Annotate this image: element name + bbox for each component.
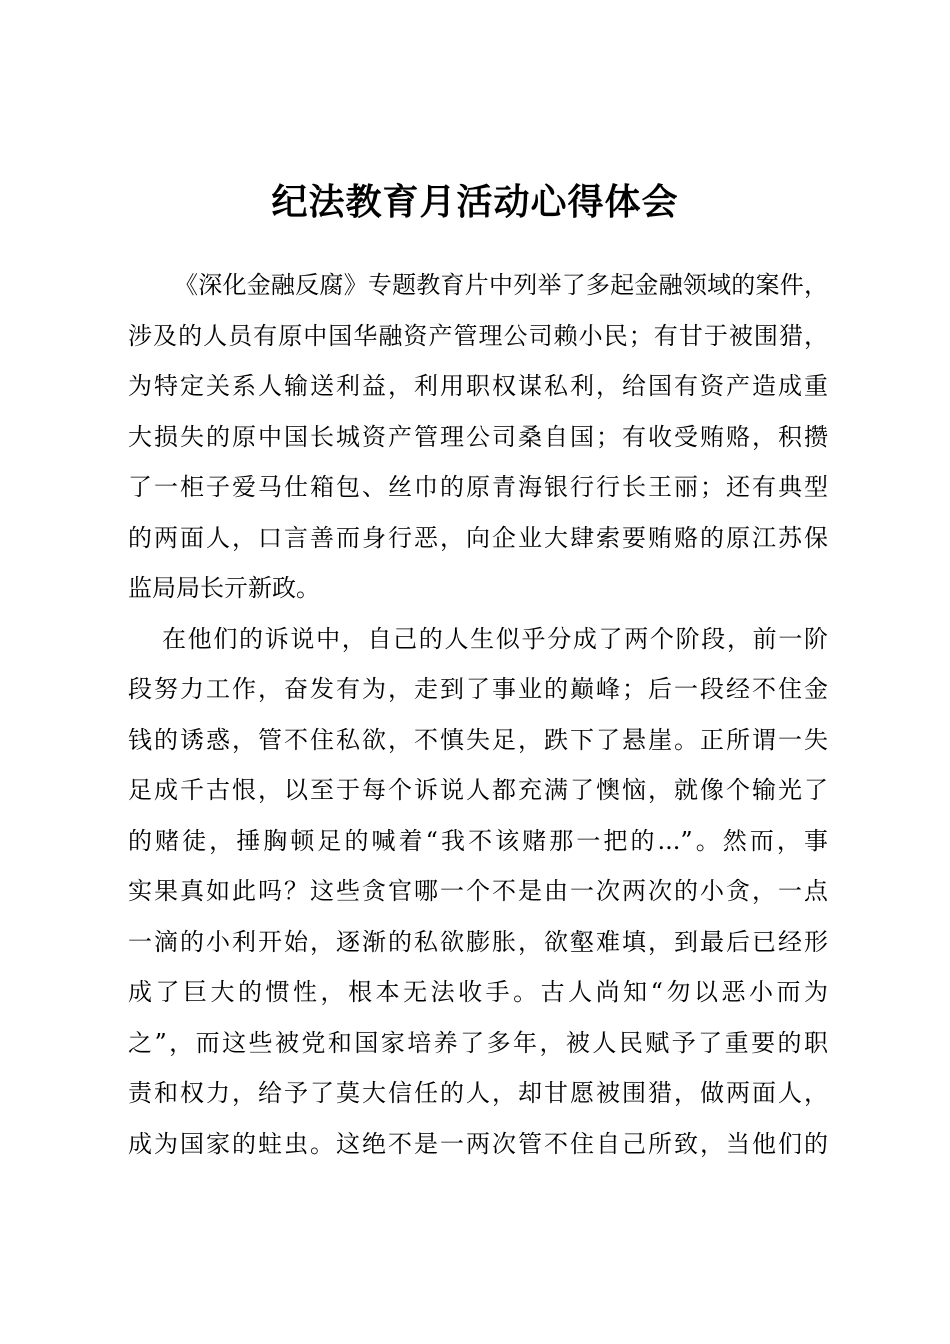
paragraph-line: 钱的诱惑，管不住私欲，不慎失足，跌下了悬崖。正所谓一失 [128, 725, 828, 754]
paragraph-line: 责和权力，给予了莫大信任的人，却甘愿被围猎，做两面人， [128, 1079, 828, 1107]
paragraph-line: 成为国家的蛀虫。这绝不是一两次管不住自己所致，当他们的 [128, 1129, 828, 1158]
paragraph-line: 了一柜子爱马仕箱包、丝巾的原青海银行行长王丽；还有典型 [128, 473, 828, 501]
paragraph-line: 实果真如此吗？这些贪官哪一个不是由一次两次的小贪，一点 [128, 877, 828, 905]
paragraph-line: 为特定关系人输送利益，利用职权谋私利，给国有资产造成重 [128, 372, 828, 400]
document-title: 纪法教育月活动心得体会 [271, 181, 679, 223]
paragraph-line: 监局局长亓新政。 [128, 574, 320, 602]
paragraph-line: 涉及的人员有原中国华融资产管理公司赖小民；有甘于被围猎， [128, 321, 828, 350]
paragraph-line: 足成千古恨，以至于每个诉说人都充满了懊恼，就像个输光了 [128, 776, 828, 804]
paragraph-line: 《深化金融反腐》专题教育片中列举了多起金融领域的案件， [174, 271, 828, 299]
paragraph-2 [128, 614, 828, 1170]
paragraph-line: 的两面人，口言善而身行恶，向企业大肆索要贿赂的原江苏保 [128, 523, 828, 552]
paragraph-line: 成了巨大的惯性，根本无法收手。古人尚知“勿以恶小而为 [128, 978, 828, 1006]
paragraph-line: 在他们的诉说中，自己的人生似乎分成了两个阶段，前一阶 [162, 624, 828, 653]
paragraph-line: 段努力工作，奋发有为，走到了事业的巅峰；后一段经不住金 [128, 675, 828, 703]
paragraph-line: 的赌徒，捶胸顿足的喊着“我不该赌那一把的...”。然而，事 [128, 826, 828, 855]
paragraph-line: 一滴的小利开始，逐渐的私欲膨胀，欲壑难填，到最后已经形 [128, 927, 828, 956]
document-body [128, 260, 828, 1169]
paragraph-line: 大损失的原中国长城资产管理公司桑自国；有收受贿赂，积攒 [128, 422, 828, 451]
paragraph-1 [128, 260, 828, 614]
paragraph-line: 之”，而这些被党和国家培养了多年，被人民赋予了重要的职 [128, 1028, 828, 1057]
